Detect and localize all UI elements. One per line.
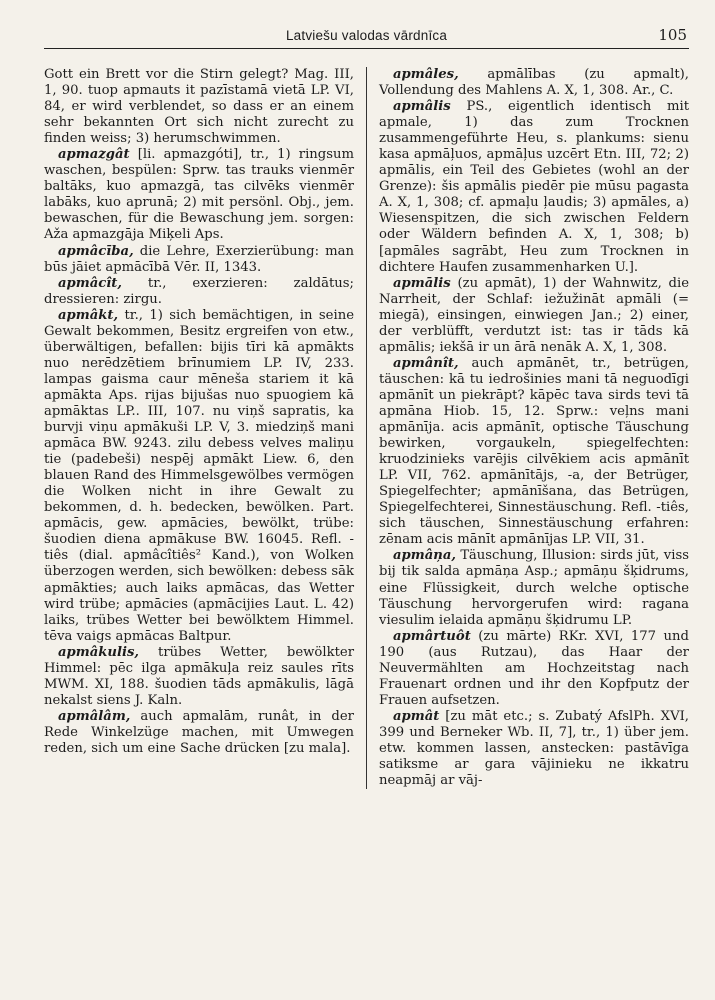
entry-headword: apmazgât xyxy=(58,147,130,163)
entry-headword: apmâlâm, xyxy=(58,708,131,724)
entry-text: apmālības (zu apmalt), Vollendung des Mahlens A. X, 1, 308. Ar., C. xyxy=(379,67,689,99)
entry-headword: apmâcît, xyxy=(58,275,122,291)
entry-headword: apmât xyxy=(393,708,440,724)
entry-text: tr., exerzieren: zaldātus; dressieren: zirgu. xyxy=(44,275,354,307)
dictionary-entry xyxy=(44,147,354,243)
dictionary-entry xyxy=(44,308,354,645)
entry-headword: apmâles, xyxy=(393,67,459,82)
running-title: Latviešu valodas vārdnīca xyxy=(285,27,448,43)
entry-text: auch apmānēt, tr., betrügen, täuschen: kā tu iedrošinies mani tā neguodīgi apmānīt un piekrāpt? kāpēc tava sirds tevi tā apmāna Hiob. 15, 12. Sprw.: veļns mani apmānīja. acis apmānīt, optische Täuschung bewirken, vorgaukeln, spiegelfechten: kruodzinieks varējis cilvēkiem acis apmānīt LP. VII, 762. apmānītājs, -a, der Betrüger, Spiegelfechter; apmānīšana, das Betrügen, Spiegelfechterei, Sinnestäuschung. Refl. -tiês, sich täuschen, Sinnestäuschung erfahren: zēnam acis mānīt apmānījas LP. VII, 31. xyxy=(379,355,689,548)
entry-headword: apmâcība, xyxy=(58,243,134,259)
entry-text: Gott ein Brett vor die Stirn gelegt? Mag. III, 1, 90. tuop apmauts it pazīstamā vietā LP. VI, 84, er wird verblendet, so dass er an einem sehr bekannten Ort sich nicht zurecht zu finden weiss; 3) herumschwimmen. xyxy=(44,67,354,147)
dictionary-entry xyxy=(379,629,689,709)
entry-text: [zu māt etc.; s. Zubatý AfslPh. XVI, 399 und Berneker Wb. II, 7], tr., 1) über jem. etw. kommen lassen, anstecken: pastāvīga satiksme ar gara vājinieku ne ikkatru neapmāj ar vāj- xyxy=(379,708,689,789)
entry-headword: apmânît, xyxy=(393,355,459,371)
entry-text: (zu mārte) RKr. XVI, 177 und 190 (aus Rutzau), das Haar der Neuvermählten am Hochzeitstag nach Frauenart ordnen und ihr den Kopfputz der Frauen aufsetzen. xyxy=(379,628,689,708)
entry-headword: apmâņa, xyxy=(393,548,456,564)
dictionary-entry xyxy=(379,356,689,549)
dictionary-entry xyxy=(379,548,689,628)
dictionary-entry xyxy=(379,709,689,789)
entry-text: tr., 1) sich bemächtigen, in seine Gewalt bekommen, Besitz ergreifen von etw., überwältigen, befallen: bijis tīri kā apmākts nuo nerēdzētiem brīnumiem LP. IV, 233. lampas gaisma caur mēneša stariem it kā apmākta Aps. rijas bijušas nuo spuogiem kā apmāktas LP.. III, 107. nu viņš sapratis, ka burvji viņu apmākuši LP. V, 3. miedziņš mani apmāca BW. 9243. zilu debess velves maliņu tie (padebeši) nespēj apmākt Liew. 6, den blauen Rand des Himmelsgewölbes vermögen die Wolken nicht in ihre Gewalt zu bekommen, d. h. bedecken, bewölken. Part. apmācis, gew. apmācies, bewölkt, trübe: šuodien diena apmākuse BW. 16045. Refl. -tiês (dial. apmâcîtiês² Kand.), von Wolken überzogen werden, sich bewölken: debess sāk apmākties; auch laiks apmācas, das Wetter wird trübe; apmācies (apmācijies Laut. L. 42) laiks, trübes Wetter bei bewölktem Himmel. tēva vaigs apmācas Baltpur. xyxy=(44,307,354,644)
dictionary-entry xyxy=(379,99,689,276)
entry-headword: apmālis xyxy=(393,275,451,291)
entry-text: auch apmalām, runât, in der Rede Winkelzüge machen, mit Umwegen reden, sich um eine Sache drücken [zu mala]. xyxy=(44,708,354,756)
entry-headword: apmârtuôt xyxy=(393,628,471,644)
entry-text: die Lehre, Exerzierübung: man būs jāiet apmācībā Vēr. II, 1343. xyxy=(44,243,354,275)
entry-headword: apmâkt, xyxy=(58,307,119,323)
entry-text: (zu apmāt), 1) der Wahnwitz, die Narrheit, der Schlaf: iežužināt apmāli (= miegā), einsingen, einwiegen Jan.; 2) einer, der verblüfft, verdutzt ist: tas ir tāds kā apmālis; iekšā ir un ārā nenāk A. X, 1, 308. xyxy=(379,275,689,355)
dictionary-entry xyxy=(379,276,689,356)
dictionary-entry xyxy=(44,244,354,276)
entry-headword: apmâlis xyxy=(393,99,451,115)
entry-text: trübes Wetter, bewölkter Himmel: pēc ilga apmākuļa reiz saules rīts MWM. XI, 188. šuodien tāds apmākulis, lāgā nekalst siens J. Kaln. xyxy=(44,644,354,708)
entry-text: [li. apmazgóti], tr., 1) ringsum waschen, bespülen: Sprw. tas trauks vienmēr baltāks, kuo apmazgā, tas cilvēks vienmēr labāks, kuo aprunā; 2) mit persönl. Obj., jem. bewaschen, für die Bewaschung jem. sorgen: Aža apmazgāja Miķeli Aps. xyxy=(44,147,354,243)
dictionary-entry xyxy=(379,67,689,99)
two-column-body xyxy=(44,67,689,789)
dictionary-entry xyxy=(44,709,354,757)
left-column xyxy=(44,67,366,789)
page-number: 105 xyxy=(658,26,687,44)
entry-text: PS., eigentlich identisch mit apmale, 1) das zum Trocknen zusammengeführte Heu, s. plankums: sienu kasa apmāļuos, apmāļus uzcērt Etn. III, 72; 2) apmālis, ein Teil des Gebietes (wohl an der Grenze): šis apmālis piedēr pie mūsu pagasta A. X, 1, 308; cf. apmaļu ļaudis; 3) apmāles, a) Wiesenspitzen, die sich zwischen Feldern oder Wäldern befinden A. X, 1, 308; b) [apmāles sagrābt, Heu zum Trocknen in dichtere Haufen zusammenharken U.]. xyxy=(379,99,689,275)
right-column xyxy=(366,67,689,789)
page-header xyxy=(44,22,689,49)
dictionary-entry xyxy=(44,67,354,147)
entry-headword: apmâkulis, xyxy=(58,644,140,660)
dictionary-entry xyxy=(44,645,354,709)
dictionary-entry xyxy=(44,276,354,308)
entry-text: Täuschung, Illusion: sirds jūt, viss bij tik salda apmāņa Asp.; apmāņu šķidrums, eine Flüssigkeit, durch welche optische Täuschung hervorgerufen wird: ragana viesulim ielaida apmāņu šķidrumu LP. xyxy=(379,548,689,628)
